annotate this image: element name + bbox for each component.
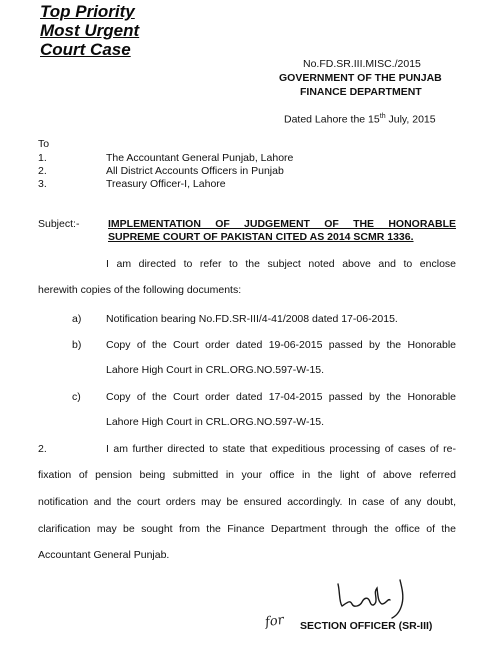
paragraph-2-line-2: fixation of pension being submitted in your office in the light of above referred <box>38 469 456 481</box>
intro-line-1: I am directed to refer to the subject noted above and to enclose <box>106 258 456 270</box>
to-label: To <box>38 138 50 150</box>
addressee-text: Treasury Officer-I, Lahore <box>106 178 226 190</box>
paragraph-2-line-4: clarification may be sought from the Finance Department through the office of the <box>38 523 456 535</box>
paragraph-number: 2. <box>38 443 47 455</box>
priority-stamp-line2: Most Urgent <box>40 21 140 40</box>
enclosure-label: b) <box>72 339 82 351</box>
subject-label: Subject:- <box>38 218 80 230</box>
priority-stamp-line3: Court Case <box>40 40 131 59</box>
subject-line-1: IMPLEMENTATION OF JUDGEMENT OF THE HONORABLE <box>108 218 456 230</box>
reference-number: No.FD.SR.III.MISC./2015 <box>303 58 421 70</box>
enclosure-text: Lahore High Court in CRL.ORG.NO.597-W-15. <box>106 416 325 428</box>
enclosure-text: Notification bearing No.FD.SR-III/4-41/2008 dated 17-06-2015. <box>106 313 398 325</box>
paragraph-2-line-3: notification and the court orders may be ensured accordingly. In case of any doubt, <box>38 496 456 508</box>
department-heading: FINANCE DEPARTMENT <box>300 86 422 98</box>
enclosure-text: Lahore High Court in CRL.ORG.NO.597-W-15. <box>106 364 325 376</box>
paragraph-2-line-1: I am further directed to state that expeditious processing of cases of re- <box>106 443 456 455</box>
signature-scribble <box>330 574 420 620</box>
addressee-number: 1. <box>38 152 47 164</box>
addressee-number: 3. <box>38 178 47 190</box>
enclosure-label: c) <box>72 391 81 403</box>
addressee-number: 2. <box>38 165 47 177</box>
signatory-title: SECTION OFFICER (SR-III) <box>300 620 433 632</box>
enclosure-label: a) <box>72 313 82 325</box>
signature-for-label: for <box>264 612 285 631</box>
enclosure-text: Copy of the Court order dated 19-06-2015 passed by the Honorable <box>106 339 456 351</box>
letter-date: Dated Lahore the 15th July, 2015 <box>284 113 436 126</box>
enclosure-text: Copy of the Court order dated 17-04-2015 passed by the Honorable <box>106 391 456 403</box>
priority-stamp-line1: Top Priority <box>40 2 135 21</box>
subject-line-2: SUPREME COURT OF PAKISTAN CITED AS 2014 SCMR 1336. <box>108 231 414 243</box>
intro-line-2: herewith copies of the following documents: <box>38 284 242 296</box>
government-heading: GOVERNMENT OF THE PUNJAB <box>279 72 442 84</box>
paragraph-2-line-5: Accountant General Punjab. <box>38 549 170 561</box>
addressee-text: The Accountant General Punjab, Lahore <box>106 152 294 164</box>
addressee-text: All District Accounts Officers in Punjab <box>106 165 284 177</box>
